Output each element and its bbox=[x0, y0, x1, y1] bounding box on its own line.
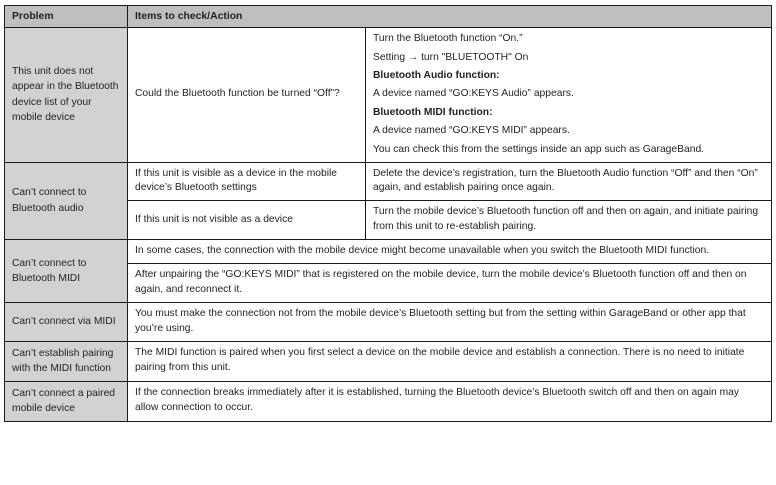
action-text-block bbox=[366, 28, 772, 162]
action-text: If the connection breaks immediately after it is established, turning the Bluetooth device’s Bluetooth switch off and then on again may allow connection to occur. bbox=[128, 381, 772, 421]
check-text: If this unit is visible as a device in the mobile device’s Bluetooth settings bbox=[128, 162, 366, 201]
check-text: If this unit is not visible as a device bbox=[128, 201, 366, 240]
table-row bbox=[5, 302, 772, 341]
action-line: A device named “GO:KEYS Audio” appears. bbox=[373, 88, 574, 100]
column-header-problem: Problem bbox=[5, 6, 128, 28]
action-line-setting-path bbox=[373, 51, 765, 66]
action-line-setting-text: Setting → turn "BLUETOOTH" On bbox=[373, 51, 529, 63]
action-text: In some cases, the connection with the mobile device might become unavailable when you switch the Bluetooth MIDI function. bbox=[128, 240, 772, 264]
problem-label: Can’t connect to Bluetooth audio bbox=[5, 162, 128, 240]
action-text: Turn the mobile device’s Bluetooth function off and then on again, and initiate pairing from this unit to re-establish pairing. bbox=[366, 201, 772, 240]
action-line: A device named “GO:KEYS MIDI” appears. bbox=[373, 125, 570, 137]
action-line-heading-audio: Bluetooth Audio function: bbox=[373, 69, 500, 81]
action-text: You must make the connection not from the mobile device’s Bluetooth setting but from the setting within GarageBand or other app that you’re using. bbox=[128, 302, 772, 341]
table-row bbox=[5, 381, 772, 421]
table-row bbox=[5, 341, 772, 381]
problem-label: Can’t connect to Bluetooth MIDI bbox=[5, 240, 128, 303]
table-row bbox=[5, 240, 772, 264]
table-header-row bbox=[5, 6, 772, 28]
table-row bbox=[5, 28, 772, 162]
action-line-heading-midi: Bluetooth MIDI function: bbox=[373, 106, 493, 118]
problem-label: Can’t connect a paired mobile device bbox=[5, 381, 128, 421]
action-line: You can check this from the settings inside an app such as GarageBand. bbox=[373, 143, 705, 155]
action-text: Delete the device’s registration, turn the Bluetooth Audio function “Off” and then “On” again, and establish pairing once again. bbox=[366, 162, 772, 201]
action-text: After unpairing the “GO:KEYS MIDI” that is registered on the mobile device, turn the mobile device’s Bluetooth function off and then on again, and reconnect it. bbox=[128, 264, 772, 303]
check-text: Could the Bluetooth function be turned “Off”? bbox=[128, 28, 366, 162]
problem-label: This unit does not appear in the Bluetooth device list of your mobile device bbox=[5, 28, 128, 162]
action-line: Turn the Bluetooth function “On.” bbox=[373, 33, 523, 45]
troubleshooting-table bbox=[4, 5, 772, 422]
column-header-items: Items to check/Action bbox=[128, 6, 772, 28]
problem-label: Can’t connect via MIDI bbox=[5, 302, 128, 341]
problem-label: Can’t establish pairing with the MIDI function bbox=[5, 341, 128, 381]
table-row bbox=[5, 162, 772, 201]
action-text: The MIDI function is paired when you first select a device on the mobile device and establish a connection. There is no need to initiate pairing from this unit. bbox=[128, 341, 772, 381]
